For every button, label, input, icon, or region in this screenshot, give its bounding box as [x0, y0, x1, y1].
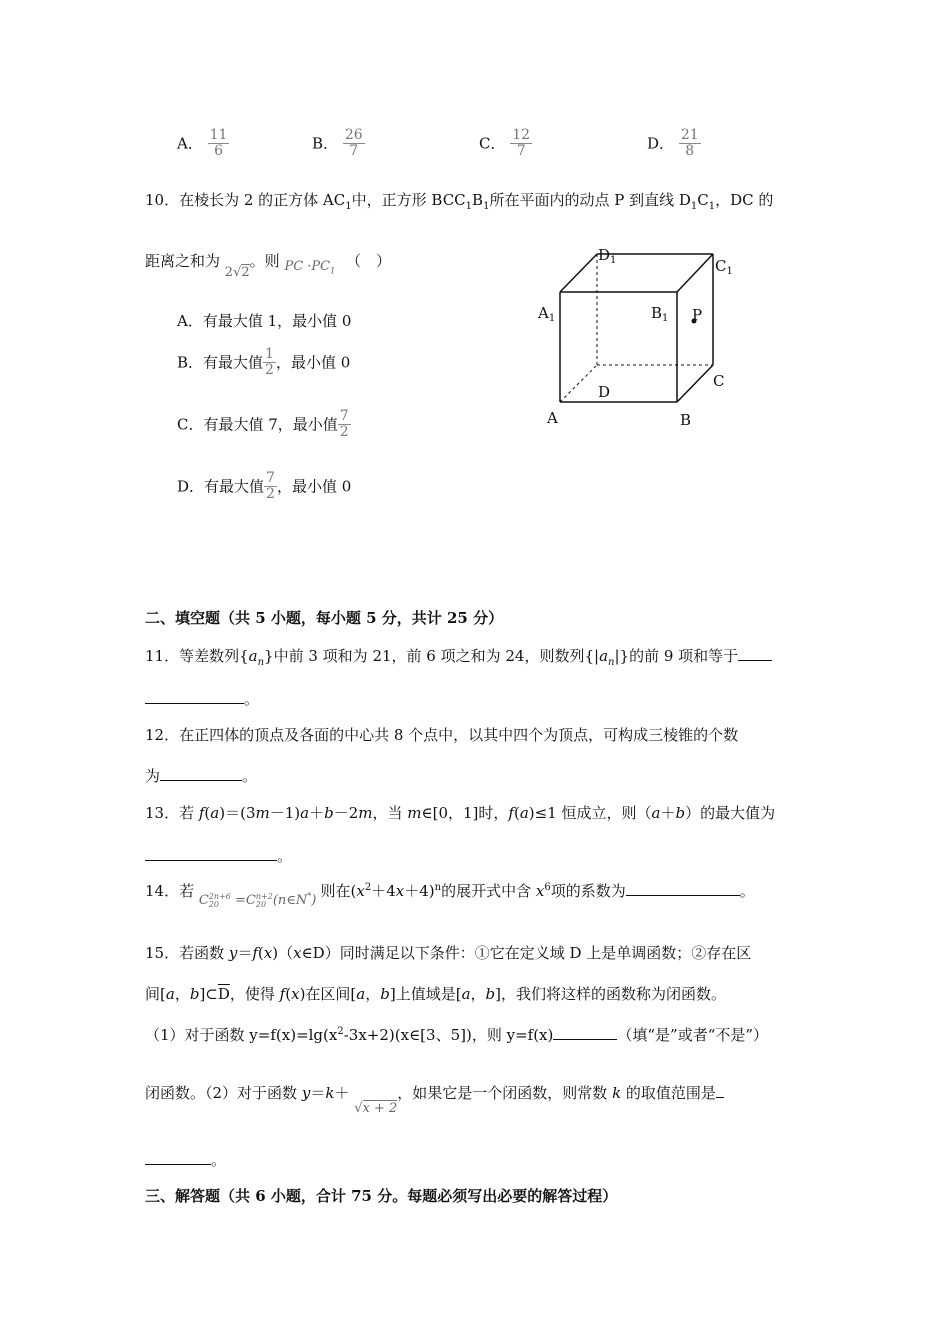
answer-blank[interactable]: [145, 848, 277, 861]
dot-product-expression: [284, 259, 335, 274]
q10-option-d: [177, 471, 351, 501]
answer-blank[interactable]: [716, 1085, 724, 1098]
var-a: a: [461, 985, 471, 1003]
q15-text: ，: [174, 985, 190, 1003]
q9-option-d-fraction: [679, 128, 701, 158]
q13-line1: [145, 802, 775, 823]
q15-text: 15．若函数: [145, 944, 229, 962]
comb-left: C: [198, 893, 209, 908]
fraction-denominator: 8: [685, 142, 695, 159]
fraction-numerator: 26: [344, 127, 363, 143]
var-a: a: [300, 804, 310, 822]
q15-end: 。: [211, 1151, 227, 1169]
label-b: B: [680, 411, 692, 429]
superscript: 6: [544, 882, 551, 893]
q15-text: （填“是”或者“不是”）: [617, 1026, 769, 1044]
q15-text: ，如果它是一个闭函数，则常数: [397, 1084, 613, 1102]
var-b: b: [380, 985, 390, 1003]
q13-text: (: [513, 804, 520, 822]
var-m: m: [255, 804, 270, 822]
vector-pc: PC: [284, 259, 304, 274]
q15-line4: [145, 1082, 724, 1116]
q10-option-d-text: ，最小值 0: [276, 477, 352, 496]
q10-text: 10．在棱长为 2 的正方体 AC: [145, 191, 346, 209]
superscript: 2: [337, 1026, 344, 1037]
sqrt-expression: √x + 2: [354, 1101, 398, 1116]
fraction-numerator: 7: [266, 470, 275, 486]
q15-line3: [145, 1024, 768, 1045]
q15-text: （1）对于函数 y=f(x)=lg(x: [145, 1026, 338, 1044]
q9-option-c-fraction: [510, 128, 532, 158]
q10-option-b-text: B．有最大值: [177, 353, 264, 372]
q13-end: 。: [277, 847, 293, 865]
q15-text: ＋: [334, 1084, 350, 1102]
fraction-numerator: 11: [209, 127, 228, 143]
q9-option-b: [312, 128, 365, 158]
q13-text: )＝(3: [219, 804, 256, 822]
q13-text: ＋: [309, 804, 325, 822]
var-x: x: [356, 882, 365, 900]
q14-text: 的展开式中含: [441, 882, 536, 900]
q11-end: 。: [244, 690, 260, 708]
combination-equation: [199, 893, 321, 908]
var-x: x: [293, 944, 302, 962]
subscript: n: [257, 657, 265, 668]
var-a: a: [519, 804, 529, 822]
q13-text: 13．若: [145, 804, 199, 822]
q10-text: 距离之和为: [145, 252, 221, 270]
edge-a1-d1: [560, 254, 597, 292]
q13-text: －2: [333, 804, 359, 822]
var-a: a: [599, 647, 609, 665]
q15-text: ]⊂: [199, 985, 218, 1003]
var-a: a: [356, 985, 366, 1003]
q15-line1: [145, 942, 751, 963]
q9-option-c: [479, 128, 532, 158]
q11-text: }中前 3 项和为 21，前 6 项之和为 24，则数列{|: [264, 647, 600, 665]
q10-option-d-text: D．有最大值: [177, 477, 265, 496]
q15-text: )（: [272, 944, 294, 962]
var-b: b: [485, 985, 496, 1003]
edge-b-c: [677, 365, 713, 402]
label-d1: $D_1$: [598, 246, 617, 266]
subscript: 1: [708, 201, 716, 212]
q9-option-c-label: C．: [479, 134, 506, 153]
fraction-denominator: 2: [266, 485, 275, 502]
q9-option-d: [647, 128, 701, 158]
q14-end: 。: [739, 882, 755, 900]
section3-title: 三、解答题（共 6 小题，合计 75 分。每题必须写出必要的解答过程）: [145, 1187, 618, 1205]
var-x: x: [263, 944, 273, 962]
q14-text: 14．若: [145, 882, 195, 900]
answer-blank[interactable]: [145, 691, 244, 704]
q15-text: -3x+2)(x∈[3、5])，则 y=f(x): [343, 1026, 554, 1044]
q13-line2: [145, 845, 292, 866]
q14-text: ＋4: [371, 882, 396, 900]
section2-title: 二、填空题（共 5 小题，每小题 5 分，共计 25 分）: [145, 609, 504, 627]
var-a: a: [248, 647, 258, 665]
comb-right-sup: n+2: [255, 892, 273, 902]
q10-text: 所在平面内的动点 P 到直线 D: [489, 191, 691, 209]
q10-text: ，DC 的: [715, 191, 774, 209]
q11-line2: [145, 688, 259, 709]
var-x: x: [535, 882, 545, 900]
hidden-edge-a-d: [560, 365, 597, 402]
q13-text: )≤1 恒成立，则（: [528, 804, 652, 822]
q10-option-a-text: A．有最大值 1，最小值 0: [177, 312, 352, 330]
subscript: 1: [345, 201, 352, 212]
q11-text: |}的前 9 项和等于: [614, 647, 739, 665]
superscript: 2: [364, 882, 372, 893]
q14-line: [145, 880, 755, 909]
var-f: f: [198, 804, 205, 822]
var-x: x: [291, 985, 300, 1003]
var-m: m: [358, 804, 373, 822]
q14-text: 项的系数为: [550, 882, 626, 900]
q13-text: －1): [269, 804, 301, 822]
superscript: n: [434, 882, 442, 893]
q15-text: (: [257, 944, 264, 962]
comb-left-sup: 2n+6: [208, 892, 231, 902]
q15-text: 的取值范围是: [621, 1084, 716, 1102]
q9-option-a-fraction: [208, 128, 230, 158]
var-k: k: [325, 1084, 335, 1102]
q10-text: 中，正方形 BCC: [351, 191, 466, 209]
q10-option-b-text: ，最小值 0: [275, 353, 351, 372]
q10-option-c: [177, 409, 351, 439]
fraction: [338, 409, 351, 439]
answer-paren: （ ）: [346, 252, 392, 270]
var-f: f: [279, 985, 286, 1003]
q15-text: )在区间[: [299, 985, 357, 1003]
fraction-denominator: 2: [339, 423, 349, 440]
condition-end: ): [311, 893, 317, 908]
fraction-numerator: 7: [339, 408, 349, 424]
fraction: [263, 347, 276, 377]
q15-text: ＝: [237, 944, 253, 962]
q15-text: ，: [470, 985, 486, 1003]
q9-option-d-label: D．: [647, 134, 675, 153]
q9-option-a-label: A．: [177, 134, 203, 153]
equals: =: [235, 893, 246, 908]
answer-blank[interactable]: [145, 1152, 211, 1165]
var-b: b: [189, 985, 200, 1003]
answer-blank[interactable]: [738, 648, 772, 661]
var-x: x: [395, 882, 405, 900]
label-a: A: [547, 409, 558, 427]
var-y: y: [301, 1084, 311, 1102]
q13-text: (: [204, 804, 211, 822]
fraction-numerator: 12: [512, 127, 531, 143]
q13-text: ＋: [660, 804, 676, 822]
label-p: P: [692, 306, 703, 324]
q10-text: 。则: [249, 252, 280, 270]
var-a: a: [651, 804, 661, 822]
subscript: 1: [330, 266, 336, 276]
var-f: f: [252, 944, 258, 962]
fraction-denominator: 7: [516, 142, 526, 159]
q15-line2: [145, 983, 726, 1004]
q15-line5: [145, 1149, 226, 1170]
comb-right: C: [245, 893, 256, 908]
cube-diagram: [520, 240, 760, 440]
answer-blank[interactable]: [553, 1027, 617, 1040]
set-d: $\overline{D}$: [217, 985, 230, 1003]
var-y: y: [228, 944, 238, 962]
q10-option-b: [177, 347, 350, 377]
q12-end: 。: [242, 767, 258, 785]
vector-pc1: ·PC: [307, 259, 331, 274]
var-m: m: [407, 804, 422, 822]
q10-line2: [145, 250, 392, 280]
q15-text: (: [285, 985, 292, 1003]
var-f: f: [508, 804, 514, 822]
q10-text: B: [472, 191, 484, 209]
q13-text: ）的最大值为: [685, 804, 776, 822]
label-c1: $C_1$: [715, 257, 733, 277]
q11-line1: [145, 645, 772, 668]
sqrt-radicand: x + 2: [362, 1101, 398, 1116]
fraction-numerator: 1: [265, 346, 274, 362]
fraction-denominator: 6: [214, 142, 223, 159]
fraction-denominator: 2: [265, 361, 274, 378]
q10-option-c-text: C．有最大值 7，最小值: [177, 415, 338, 434]
q9-option-b-fraction: [343, 128, 365, 158]
q10-option-a: [177, 310, 351, 331]
q13-text: ∈[0，1]时，: [421, 804, 509, 822]
subscript: n: [608, 657, 615, 668]
q15-text: 闭函数。（2）对于函数: [145, 1084, 302, 1102]
fraction: [264, 471, 277, 501]
condition: (n∈N: [272, 893, 308, 908]
q15-text: ]，我们将这样的函数称为闭函数。: [495, 985, 727, 1003]
q13-text: ，当: [372, 804, 408, 822]
q15-text: ，使得: [229, 985, 280, 1003]
edge-b1-c1: [677, 254, 713, 292]
superscript: *: [307, 891, 312, 901]
q15-text: ]上值域是[: [389, 985, 462, 1003]
fraction-denominator: 7: [349, 142, 359, 159]
var-a: a: [210, 804, 220, 822]
answer-blank[interactable]: [160, 768, 242, 781]
var-b: b: [324, 804, 334, 822]
q12-text: 为: [145, 767, 161, 785]
comb-left-sub: 20: [208, 899, 220, 909]
q10-line1: [145, 189, 773, 212]
var-k: k: [612, 1084, 622, 1102]
q15-text: ∈D）同时满足以下条件：①它在定义域 D 上是单调函数；②存在区: [301, 944, 752, 962]
comb-right-sub: 20: [255, 899, 267, 909]
sqrt-expression: 2√2: [224, 265, 250, 280]
q14-text: ＋4): [404, 882, 435, 900]
q10-text: C: [697, 191, 709, 209]
var-b: b: [675, 804, 686, 822]
q11-text: 11．等差数列{: [145, 647, 249, 665]
q14-text: 则在(: [320, 882, 357, 900]
q12-line2: [145, 765, 257, 786]
label-c: C: [713, 372, 725, 390]
label-b1: $B_1$: [651, 304, 669, 324]
label-d: D: [598, 383, 611, 401]
subscript: 1: [690, 201, 698, 212]
fraction-numerator: 21: [680, 127, 699, 143]
label-a1: $A_1$: [538, 304, 556, 324]
sqrt-coefficient: 2: [224, 265, 234, 280]
answer-blank[interactable]: [626, 883, 740, 896]
q15-text: ＝: [310, 1084, 326, 1102]
q15-text: 间[: [145, 985, 166, 1003]
q9-option-b-label: B．: [312, 134, 339, 153]
q12-line1: 12．在正四体的顶点及各面的中心共 8 个点中，以其中四个为顶点，可构成三棱锥的个数: [145, 726, 739, 744]
q9-option-a: [177, 128, 229, 158]
sqrt-value: 2: [241, 265, 250, 280]
var-a: a: [165, 985, 175, 1003]
q15-text: ，: [365, 985, 381, 1003]
subscript: 1: [465, 201, 473, 212]
subscript: 1: [483, 201, 490, 212]
